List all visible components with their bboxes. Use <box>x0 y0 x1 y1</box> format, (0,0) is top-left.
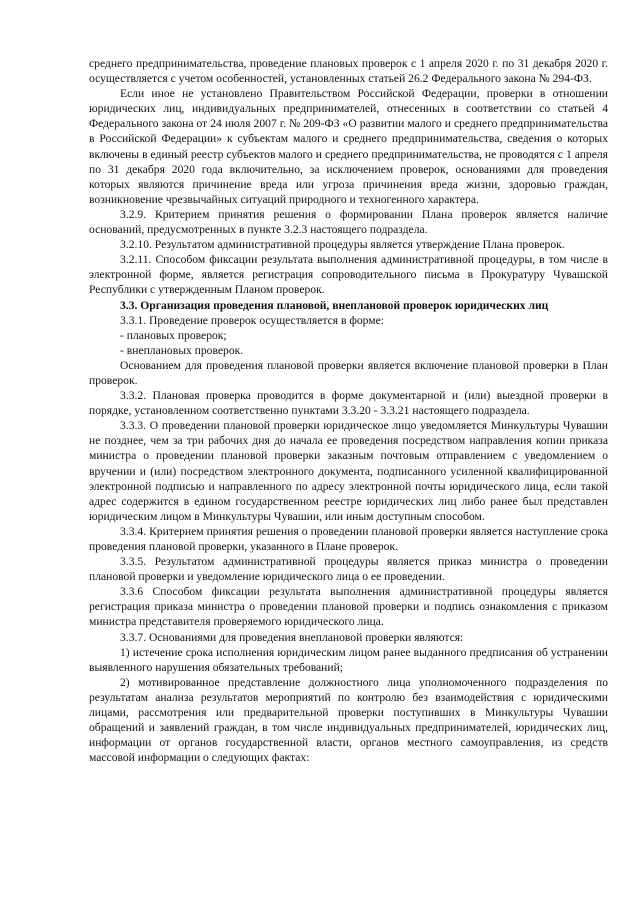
list-item-unplanned: - внеплановых проверок. <box>120 343 244 357</box>
paragraph-3-2-11: 3.2.11. Способом фиксации результата выполнения административной процедуры, в том числе в электронной форме, является регистрация сопроводительного письма в Прокуратуру Чувашской Республики с утвержденным Планом проверок. <box>89 253 608 297</box>
paragraph-3-3-4: 3.3.4. Критерием принятия решения о проведении плановой проверки является наступление срока проведения плановой проверки, указанного в Плане проверок. <box>89 524 608 553</box>
section-heading-3-3: 3.3. Организация проведения плановой, внеплановой проверок юридических лиц <box>120 298 549 312</box>
paragraph-3-3-3: 3.3.3. О проведении плановой проверки юридическое лицо уведомляется Минкультуры Чувашии не позднее, чем за три рабочих дня до начала ее проведения посредством направления копии приказа министра о проведении плановой проверки заказным почтовым отправлением с уведомлением о вручении и (или) посредством электронного документа, подписанного усиленной квалифицированной электронной подписью и направленного по адресу электронной почты юридического лица, если такой адрес содержится в едином государственном реестре юридических лиц либо ранее был представлен юридическим лицом в Минкультуры Чувашии, или иным доступным способом. <box>89 419 608 523</box>
paragraph-3-2-10: 3.2.10. Результатом административной процедуры является утверждение Плана проверок. <box>120 238 565 252</box>
paragraph-3-3-2: 3.3.2. Плановая проверка проводится в форме документарной и (или) выездной проверки в порядке, установленном соответственно пунктами 3.3.20 - 3.3.21 настоящего подраздела. <box>89 389 608 418</box>
paragraph-basis-planned: Основанием для проведения плановой проверки является включение плановой проверки в План проверок. <box>89 358 608 387</box>
paragraph-exception-smb: Если иное не установлено Правительством Российской Федерации, проверки в отношении юридических лиц, индивидуальных предпринимателей, отнесенных в соответствии со статьей 4 Федерального закона от 24 июля 2007 г. № 209-ФЗ «О развитии малого и среднего предпринимательства в Российской Федерации» к субъектам малого и среднего предпринимательства, сведения о которых включены в единый реестр субъектов малого и среднего предпринимательства, не проводятся с 1 апреля по 31 декабря 2020 года включительно, за исключением проверок, основаниями для проведения которых являются причинение вреда или угроза причинения вреда жизни, здоровью граждан, возникновение чрезвычайных ситуаций природного и техногенного характера. <box>89 87 608 206</box>
list-item-1: 1) истечение срока исполнения юридическим лицом ранее выданного предписания об устранении выявленного нарушения обязательных требований; <box>89 645 608 674</box>
list-item-2: 2) мотивированное представление должностного лица уполномоченного подразделения по результатам анализа результатов мероприятий по контролю без взаимодействия с юридическими лицами, рассмотрения или предварительной проверки поступивших в Минкультуры Чувашии обращений и заявлений граждан, в том числе индивидуальных предпринимателей, юридических лиц, информации от органов государственной власти, органов местного самоуправления, из средств массовой информации о следующих фактах: <box>89 675 608 765</box>
paragraph-continuation: среднего предпринимательства, проведение плановых проверок с 1 апреля 2020 г. по 31 декабря 2020 г. осуществляется с учетом особенностей, установленных статьей 26.2 Федерального закона № 294-ФЗ. <box>89 57 608 86</box>
paragraph-3-2-9: 3.2.9. Критерием принятия решения о формировании Плана проверок является наличие оснований, предусмотренных в пункте 3.2.3 настоящего подраздела. <box>89 207 608 237</box>
document-body <box>89 56 608 765</box>
paragraph-3-3-7: 3.3.7. Основаниями для проведения внеплановой проверки являются: <box>120 630 464 644</box>
paragraph-3-3-6: 3.3.6 Способом фиксации результата выполнения административной процедуры является регистрация приказа министра о проведении плановой проверки и подпись ознакомления с приказом министра представителя проверяемого юридического лица. <box>89 585 608 629</box>
paragraph-3-3-1: 3.3.1. Проведение проверок осуществляется в форме: <box>120 313 384 327</box>
list-item-planned: - плановых проверок; <box>120 328 227 342</box>
paragraph-3-3-5: 3.3.5. Результатом административной процедуры является приказ министра о проведении плановой проверки и уведомление юридического лица о ее проведении. <box>89 555 608 584</box>
